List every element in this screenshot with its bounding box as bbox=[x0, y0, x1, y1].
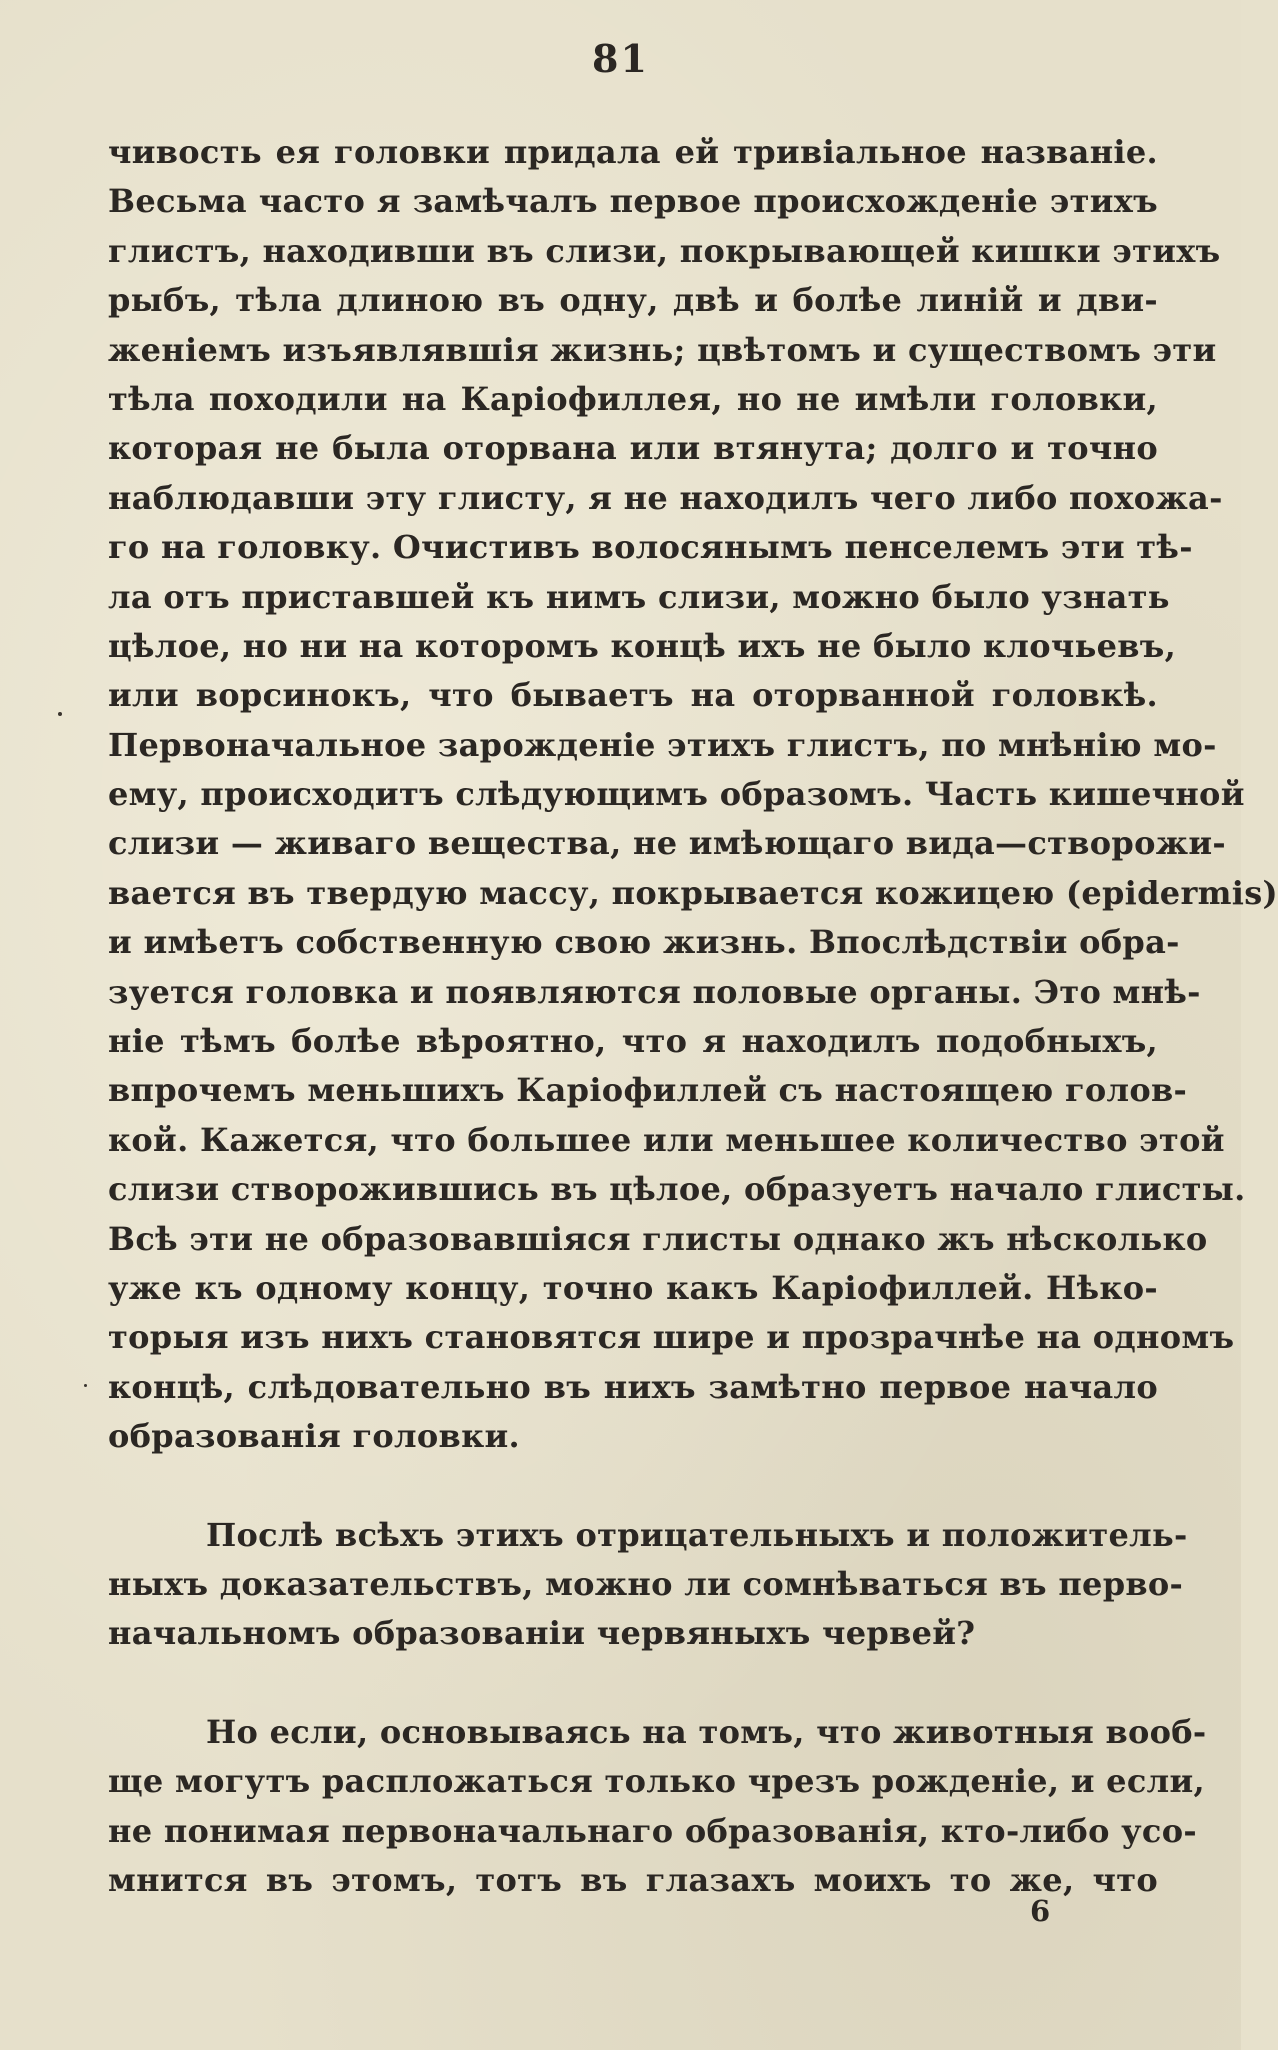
text-line: ла отъ приставшей къ нимъ слизи, можно было узнать bbox=[108, 577, 1170, 616]
text-line: Первоначальное зарожденіе этихъ глистъ, по мнѣнію мо- bbox=[108, 725, 1217, 764]
text-line: женіемъ изъявлявшія жизнь; цвѣтомъ и существомъ эти bbox=[108, 330, 1217, 369]
text-line: слизи — живаго вещества, не имѣющаго вида—створожи- bbox=[108, 824, 1226, 863]
page-number: 81 bbox=[592, 36, 649, 81]
text-line: зуется головка и появляются половые органы. Это мнѣ- bbox=[108, 972, 1201, 1011]
text-line: Но если, основываясь на томъ, что животныя вооб- bbox=[206, 1712, 1207, 1751]
text-line: ему, происходитъ слѣдующимъ образомъ. Часть кишечной bbox=[108, 775, 1245, 814]
text-line: тѣла походили на Каріофиллея, но не имѣли головки, bbox=[108, 379, 1158, 418]
text-line: концѣ, слѣдовательно въ нихъ замѣтно первое начало bbox=[108, 1367, 1158, 1406]
text-line: или ворсинокъ, что бываетъ на оторванной головкѣ. bbox=[108, 676, 1158, 715]
text-line: чивость ея головки придала ей тривіальное названіе. bbox=[108, 133, 1158, 171]
paragraph-gap bbox=[108, 1462, 1158, 1511]
text-line: Весьма часто я замѣчалъ первое происхожденіе этихъ bbox=[108, 182, 1158, 221]
paragraph-gap bbox=[108, 1659, 1158, 1708]
text-line: и имѣетъ собственную свою жизнь. Впослѣдствіи обра- bbox=[108, 923, 1180, 962]
ink-speck bbox=[84, 1384, 87, 1387]
text-line: цѣлое, но ни на которомъ концѣ ихъ не было клочьевъ, bbox=[108, 626, 1177, 665]
signature-mark: 6 bbox=[1030, 1894, 1051, 1928]
text-line: ніе тѣмъ болѣе вѣроятно, что я находилъ подобныхъ, bbox=[108, 1022, 1158, 1061]
text-line: ще могутъ распложаться только чрезъ рожденіе, и если, bbox=[108, 1762, 1205, 1801]
text-line: наблюдавши эту глисту, я не находилъ чего либо похожа- bbox=[108, 478, 1223, 517]
text-line: Всѣ эти не образовавшіяся глисты однако жъ нѣсколько bbox=[108, 1219, 1208, 1258]
body-text bbox=[108, 128, 1278, 1905]
text-line: кой. Кажется, что большее или меньшее количество этой bbox=[108, 1120, 1225, 1159]
text-line: которая не была оторвана или втянута; долго и точно bbox=[108, 429, 1158, 468]
text-line: вается въ твердую массу, покрывается кожицею (epidermis) bbox=[108, 873, 1278, 912]
text-line: глистъ, находивши въ слизи, покрывающей кишки этихъ bbox=[108, 231, 1221, 270]
text-line: Послѣ всѣхъ этихъ отрицательныхъ и положитель- bbox=[206, 1515, 1188, 1554]
text-line: слизи створожившись въ цѣлое, образуетъ начало глисты. bbox=[108, 1170, 1246, 1209]
text-line: рыбъ, тѣла длиною въ одну, двѣ и болѣе линій и дви- bbox=[108, 281, 1158, 320]
text-line: не понимая первоначальнаго образованія, кто-либо усо- bbox=[108, 1811, 1197, 1850]
text-line: начальномъ образованіи червяныхъ червей? bbox=[108, 1614, 976, 1653]
text-line: впрочемъ меньшихъ Каріофиллей съ настоящею голов- bbox=[108, 1071, 1188, 1110]
ink-speck bbox=[58, 712, 62, 716]
text-line: торыя изъ нихъ становятся шире и прозрачнѣе на одномъ bbox=[108, 1318, 1235, 1357]
text-line: уже къ одному концу, точно какъ Каріофиллей. Нѣко- bbox=[108, 1268, 1158, 1307]
text-line: образованія головки. bbox=[108, 1417, 520, 1456]
text-line: мнится въ этомъ, тотъ въ глазахъ моихъ то же, что bbox=[108, 1860, 1158, 1899]
text-line: го на головку. Очистивъ волосянымъ пенселемъ эти тѣ- bbox=[108, 528, 1193, 567]
text-line: ныхъ доказательствъ, можно ли сомнѣваться въ перво- bbox=[108, 1564, 1184, 1603]
